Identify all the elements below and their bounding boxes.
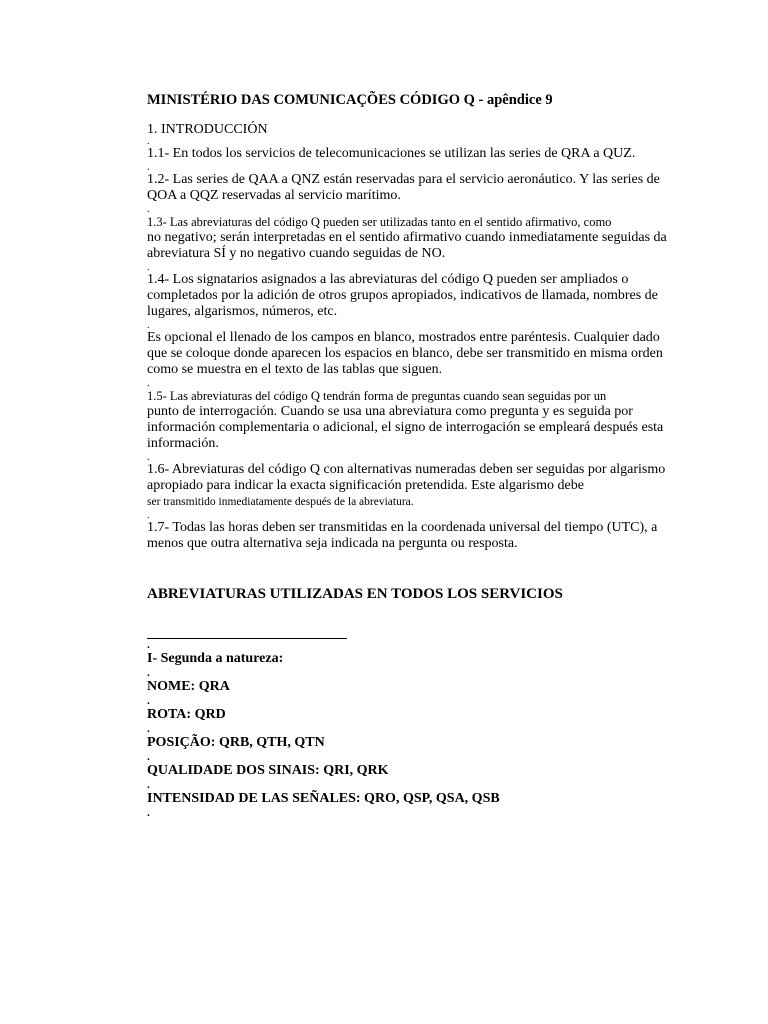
paragraph-1-6 [147, 462, 667, 510]
item-rota: ROTA: QRD [147, 707, 226, 722]
paragraph-1-5-rest: punto de interrogación. Cuando se usa una abreviatura como pregunta y es seguida por información complementaria o adicional, el signo de interrogación se empleará después esta información. [147, 404, 664, 451]
separator-dot: . [147, 779, 150, 791]
document-page [147, 92, 667, 819]
separator-dot: . [147, 136, 150, 147]
paragraph-1-3-rest: no negativo; serán interpretadas en el sentido afirmativo cuando inmediatamente seguidas da abreviatura SÍ y no negativo cuando seguidas de NO. [147, 230, 667, 261]
intro-heading: 1. INTRODUCCIÓN [147, 122, 268, 137]
item-intensidad: INTENSIDAD DE LAS SEÑALES: QRO, QSP, QSA, QSB [147, 791, 500, 806]
separator-dot: . [147, 807, 150, 819]
paragraph-1-2: 1.2- Las series de QAA a QNZ están reservadas para el servicio aeronáutico. Y las series de QOA a QQZ reservadas al servicio marítimo. [147, 172, 660, 203]
document-title [147, 92, 667, 108]
separator-dot: . [147, 204, 150, 215]
paragraph-1-5-first-line: 1.5- Las abreviaturas del código Q tendrán forma de preguntas cuando sean seguidas por un [147, 389, 607, 403]
separator-dot: . [147, 751, 150, 763]
paragraph-optional-fields: Es opcional el llenado de los campos en blanco, mostrados entre paréntesis. Cualquier dado que se coloque donde aparecen los espacios en blanco, debe ser transmitido en misma orden como se muestra en el texto de las tablas que siguen. [147, 330, 663, 377]
section-title: ABREVIATURAS UTILIZADAS EN TODOS LOS SERVICIOS [147, 586, 563, 602]
separator-dot: . [147, 162, 150, 173]
paragraph-1-6-last-line: ser transmitido inmediatamente después de la abreviatura. [147, 496, 414, 508]
title-appendix: - apêndice 9 [474, 92, 553, 108]
item-posicao: POSIÇÃO: QRB, QTH, QTN [147, 735, 325, 750]
paragraph-1-6-main: 1.6- Abreviaturas del código Q con alternativas numeradas deben ser seguidas por algarismo apropiado para indicar la exacta significación pretendida. Este algarismo debe [147, 462, 666, 493]
paragraph-1-7: 1.7- Todas las horas deben ser transmitidas en la coordenada universal del tiempo (UTC), a menos que outra alternativa seja indicada na pergunta ou resposta. [147, 520, 658, 551]
separator-dot: . [147, 667, 150, 679]
separator-dot: . [147, 639, 150, 651]
paragraph-1-5 [147, 388, 667, 452]
separator-dot: . [147, 262, 150, 273]
item-qualidade: QUALIDADE DOS SINAIS: QRI, QRK [147, 763, 389, 778]
paragraph-1-4: 1.4- Los signatarios asignados a las abreviaturas del código Q pueden ser ampliados o completados por la adición de otros grupos apropiados, indicativos de llamada, nombres de lugares, algarismos, números, etc. [147, 272, 658, 319]
separator-dot: . [147, 510, 150, 521]
separator-dot: . [147, 452, 150, 463]
separator-dot: . [147, 378, 150, 389]
item-natureza: I- Segunda a natureza: [147, 651, 284, 666]
item-nome: NOME: QRA [147, 679, 230, 694]
paragraph-1-3 [147, 214, 667, 262]
paragraph-1-1: 1.1- En todos los servicios de telecomunicaciones se utilizan las series de QRA a QUZ. [147, 146, 636, 161]
title-main: MINISTÉRIO DAS COMUNICAÇÕES CÓDIGO Q [147, 92, 475, 108]
separator-dot: . [147, 320, 150, 331]
separator-dot: . [147, 695, 150, 707]
paragraph-1-3-first-line: 1.3- Las abreviaturas del código Q pueden ser utilizadas tanto en el sentido afirmativo, como [147, 215, 612, 229]
separator-dot: . [147, 723, 150, 735]
